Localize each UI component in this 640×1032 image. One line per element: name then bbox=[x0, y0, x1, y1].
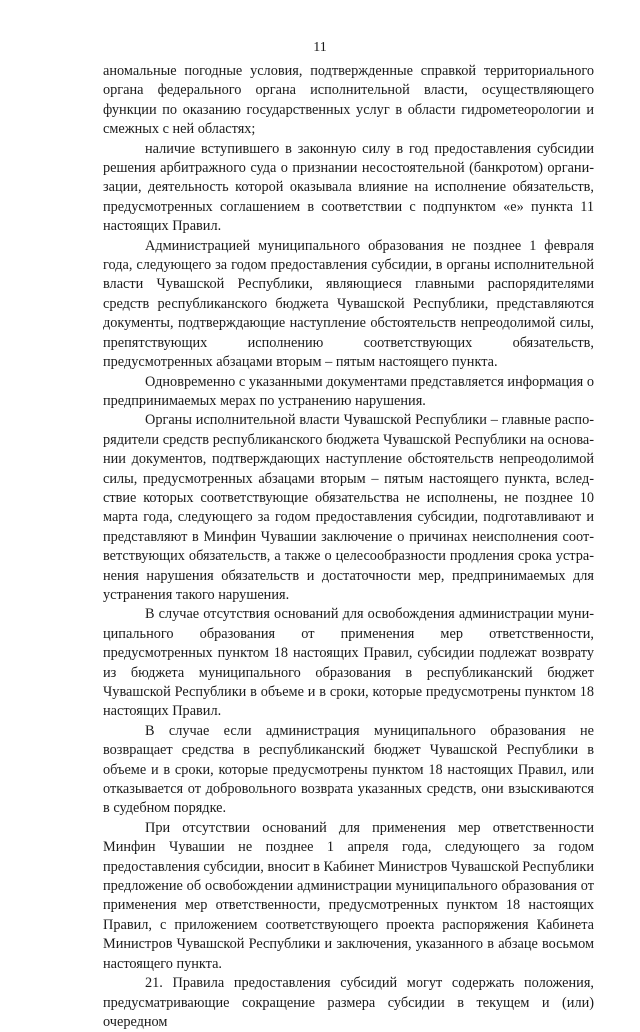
paragraph: 21. Правила предоставления субсидий могут содержать положения, предусматривающие сокращение размера субсидии в текущем и (или) очередном bbox=[103, 975, 594, 1030]
paragraph: аномальные погодные условия, подтвержденные справкой территориального органа федерального органа исполнительной власти, осуществляющего функции по оказанию государственных услуг в области гидрометеорологии и смежных с ней областях; bbox=[103, 63, 594, 138]
paragraph: наличие вступившего в законную силу в год предоставления субсидии решения арбитражного суда о признании несостоятельной (банкротом) организации, деятельность которой оказывала влияние на исполнение обязательств, предусмотренных соглашением в соответствии с подпунктом «е» пункта 11 настоящих Правил. bbox=[103, 140, 594, 235]
paragraph: Органы исполнительной власти Чувашской Республики – главные распорядители средств республиканского бюджета Чувашской Республики на основании документов, подтверждающих наступление обстоятельств непреодолимой силы, предусмотренных абзацами вторым – пятым настоящего пункта, вследствие которых соответствующие обязательства не исполнены, не позднее 10 марта года, следующего за годом предоставления субсидии, подготавливают и представляют в Минфин Чувашии заключение о причинах неисполнения соответствующих обязательств, а также о целесообразности продления срока устранения нарушения обязательств и достаточности мер, предпринимаемых для устранения такого нарушения. bbox=[103, 412, 594, 603]
document-body bbox=[103, 62, 594, 1032]
page-number: 11 bbox=[313, 40, 327, 55]
paragraph: При отсутствии оснований для применения мер ответственности Минфин Чувашии не позднее 1 апреля года, следующего за годом предоставления субсидии, вносит в Кабинет Министров Чувашской Республики предложение об освобождении администрации муниципального образования от применения мер ответственности, предусмотренных пунктом 18 настоящих Правил, с приложением соответствующего проекта распоряжения Кабинета Министров Чувашской Республики и заключения, указанного в абзаце восьмом настоящего пункта. bbox=[103, 819, 595, 972]
paragraph: Администрацией муниципального образования не позднее 1 февраля года, следующего за годом предоставления субсидии, в органы исполнительной власти Чувашской Республики, являющиеся главными распорядителями средств республиканского бюджета Чувашской Республики, представляются документы, подтверждающие наступление обстоятельств непреодолимой силы, препятствующих исполнению соответствующих обязательств, предусмотренных абзацами вторым – пятым настоящего пункта. bbox=[103, 237, 594, 371]
paragraph: В случае если администрация муниципального образования не возвращает средства в республиканский бюджет Чувашской Республики в объеме и в сроки, которые предусмотрены пунктом 18 настоящих Правил, или отказывается от добровольного возврата указанных средств, они взыскиваются в судебном порядке. bbox=[103, 722, 594, 817]
paragraph: Одновременно с указанными документами представляется информация о предпринимаемых мерах по устранению нарушения. bbox=[103, 373, 594, 409]
paragraph: В случае отсутствия оснований для освобождения администрации муниципального образования от применения мер ответственности, предусмотренных пунктом 18 настоящих Правил, субсидии подлежат возврату из бюджета муниципального образования в республиканский бюджет Чувашской Республики в объеме и в сроки, которые предусмотрены пунктом 18 настоящих Правил. bbox=[103, 606, 594, 720]
